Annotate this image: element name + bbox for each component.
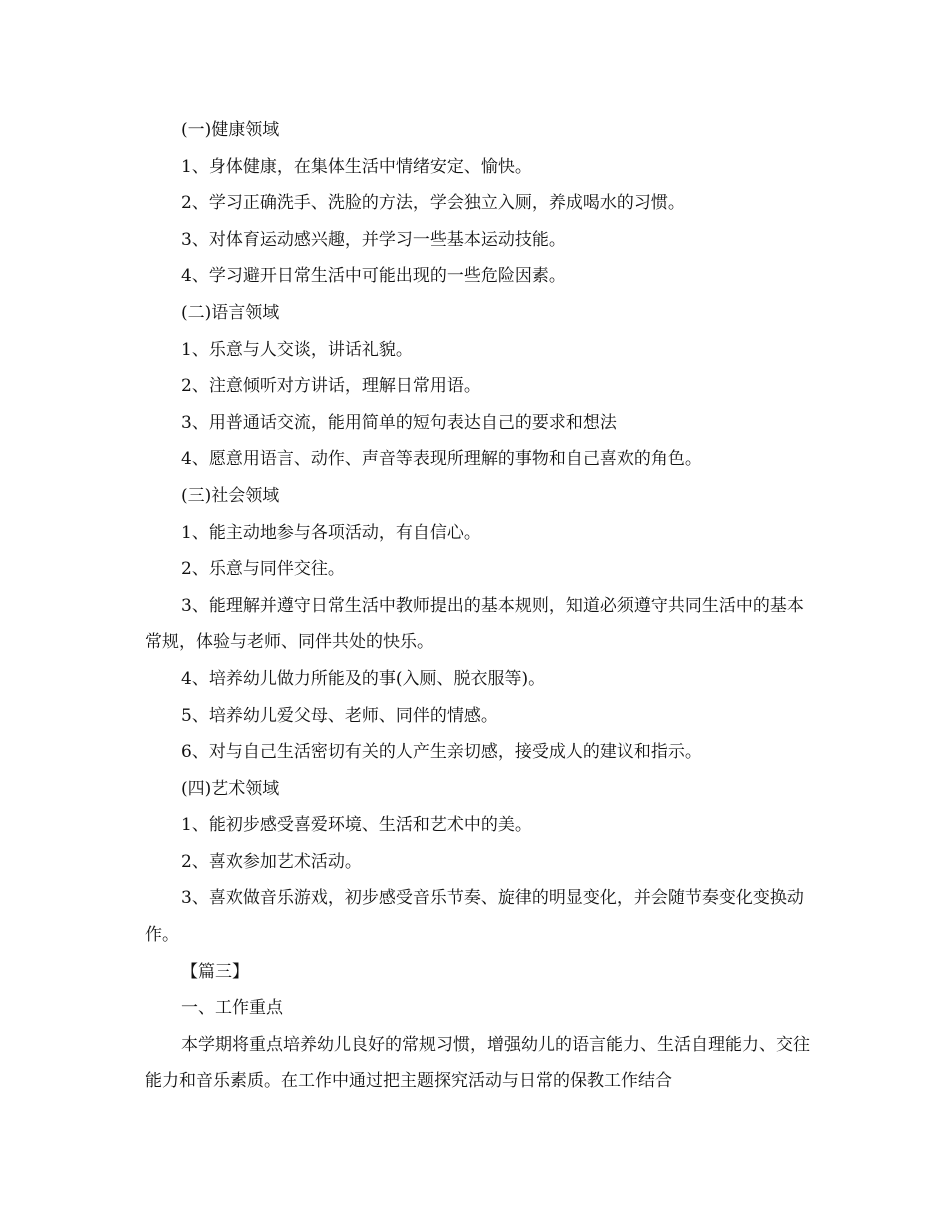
section-heading-language: (二)语言领域 <box>181 302 280 323</box>
list-item: 2、注意倾听对方讲话，理解日常用语。 <box>181 376 481 397</box>
list-item: 3、用普通话交流，能用简单的短句表达自己的要求和想法 <box>181 412 617 433</box>
document-body <box>145 112 810 1100</box>
list-item: 6、对与自己生活密切有关的人产生亲切感，接受成人的建议和指示。 <box>181 742 702 763</box>
section-heading-art: (四)艺术领域 <box>181 778 280 799</box>
section-heading-social: (三)社会领域 <box>181 485 280 506</box>
list-item: 3、喜欢做音乐游戏，初步感受音乐节奏、旋律的明显变化，并会随节奏变化变换动作。 <box>145 888 804 946</box>
list-item: 1、能主动地参与各项活动，有自信心。 <box>181 522 481 543</box>
body-paragraph: 本学期将重点培养幼儿良好的常规习惯，增强幼儿的语言能力、生活自理能力、交往能力和音乐素质。在工作中通过把主题探究活动与日常的保教工作结合 <box>145 1034 810 1092</box>
list-item: 2、喜欢参加艺术活动。 <box>181 851 362 872</box>
list-item: 3、能理解并遵守日常生活中教师提出的基本规则，知道必须遵守共同生活中的基本常规，体验与老师、同伴共处的快乐。 <box>145 595 804 653</box>
section-heading-work-focus: 一、工作重点 <box>181 998 283 1019</box>
list-item: 1、乐意与人交谈，讲话礼貌。 <box>181 339 413 360</box>
section-heading-health: (一)健康领域 <box>181 120 280 140</box>
list-item: 4、学习避开日常生活中可能出现的一些危险因素。 <box>181 266 566 287</box>
list-item: 3、对体育运动感兴趣，并学习一些基本运动技能。 <box>181 229 566 250</box>
list-item: 2、乐意与同伴交往。 <box>181 559 345 580</box>
part-heading: 【篇三】 <box>181 961 249 982</box>
list-item: 4、愿意用语言、动作、声音等表现所理解的事物和自己喜欢的角色。 <box>181 449 702 470</box>
list-item: 1、能初步感受喜爱环境、生活和艺术中的美。 <box>181 815 532 836</box>
list-item: 4、培养幼儿做力所能及的事(入厕、脱衣服等)。 <box>181 668 546 689</box>
list-item: 1、身体健康，在集体生活中情绪安定、愉快。 <box>181 156 532 177</box>
list-item: 5、培养幼儿爱父母、老师、同伴的情感。 <box>181 705 498 726</box>
list-item: 2、学习正确洗手、洗脸的方法，学会独立入厕，养成喝水的习惯。 <box>181 193 685 214</box>
